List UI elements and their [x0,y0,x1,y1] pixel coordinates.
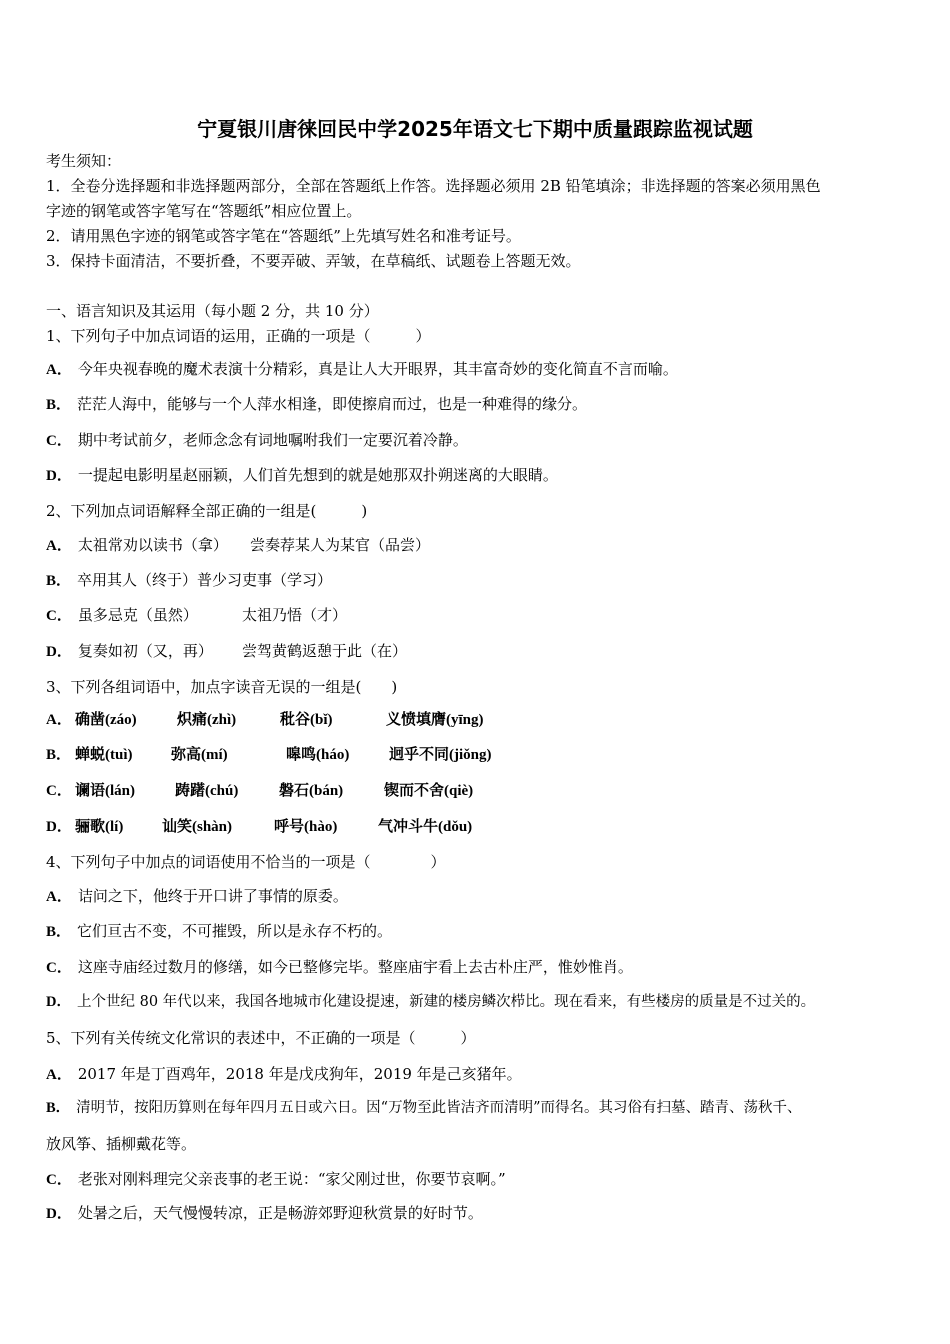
question-stem: 4、下列句子中加点的词语使用不恰当的一项是（ ） [46,853,446,871]
option-label: A． [46,362,72,378]
option-label: C． [46,1172,72,1188]
option-label: B． [46,924,72,940]
option-label: B． [46,747,72,763]
option-text: 卒用其人（终于）普少习吏事（学习） [77,571,333,589]
question-stem: 2、下列加点词语解释全部正确的一组是( ) [46,502,368,520]
option [46,710,484,730]
option-text: 确凿(záo) [75,712,137,728]
option-label: B． [46,1100,71,1116]
option-text: 气冲斗牛(dǒu) [378,819,473,835]
notice-line: 3．保持卡面清洁，不要折叠，不要弄破、弄皱，在草稿纸、试题卷上答题无效。 [46,252,581,270]
option-text: 蝉蜕(tuì) [75,747,133,763]
option-text: 一提起电影明星赵丽颖，人们首先想到的就是她那双扑朔迷离的大眼睛。 [77,466,558,484]
option-text: 骊歌(lí) [75,819,124,835]
option-label: C． [46,433,72,449]
question-stem: 1、下列句子中加点词语的运用，正确的一项是（ ） [46,327,431,345]
option [46,465,558,486]
option [46,745,492,765]
option-text: 2017 年是丁酉鸡年，2018 年是戊戌狗年，2019 年是己亥猪年。 [77,1065,522,1083]
option-text: 虽多忌克（虽然） [77,606,198,624]
option [46,535,431,556]
option-text: 嗥鸣(háo) [286,747,350,763]
option [46,394,587,415]
option-label: A． [46,538,72,554]
option-text: 弥高(mí) [171,747,228,763]
notice-heading: 考生须知： [46,152,122,170]
option-label: B． [46,573,72,589]
option-text: 秕谷(bǐ) [280,712,333,728]
question-stem: 5、下列有关传统文化常识的表述中，不正确的一项是（ ） [46,1029,476,1047]
option-text: 诘问之下，他终于开口讲了事情的原委。 [77,887,348,905]
option [46,430,468,451]
option-text: 炽痛(zhì) [177,712,237,728]
option-text: 复奏如初（又，再） [77,642,213,660]
option-text: 谰语(lán) [75,783,136,799]
option-label: D． [46,644,72,660]
option-text: 讪笑(shàn) [162,819,233,835]
option [46,992,815,1012]
question-stem: 3、下列各组词语中，加点字读音无误的一组是( ) [46,678,398,696]
option-text: 放风筝、插柳戴花等。 [46,1135,197,1153]
option-label: D． [46,468,72,484]
option-text: 上个世纪 80 年代以来，我国各地城市化建设提速，新建的楼房鳞次栉比。现在看来，有些楼房的质量是不过关的。 [76,994,816,1010]
option-label: A． [46,712,72,728]
option-label: C． [46,608,72,624]
option-text: 太祖常劝以读书（拿） [77,536,228,554]
option-label: A． [46,889,72,905]
notice-line: 1．全卷分选择题和非选择题两部分，全部在答题纸上作答。选择题必须用 2B 铅笔填涂；非选择题的答案必须用黑色 [46,177,821,195]
option-text: 它们亘古不变，不可摧毁，所以是永存不朽的。 [77,922,393,940]
option-text: 义愤填膺(yīng) [386,712,484,728]
option-text: 锲而不舍(qiè) [384,783,474,799]
option [46,570,332,591]
option [46,605,348,626]
option [46,641,408,662]
option [46,1098,802,1118]
option-text: 这座寺庙经过数月的修缮，如今已整修完毕。整座庙宇看上去古朴庄严，惟妙惟肖。 [77,958,633,976]
option-text: 清明节，按阳历算则在每年四月五日或六日。因“万物至此皆洁齐而清明”而得名。其习俗有扫墓、踏青、荡秋千、 [76,1100,802,1116]
option-label: D． [46,819,72,835]
page-title: 宁夏银川唐徕回民中学2025年语文七下期中质量跟踪监视试题 [197,117,753,141]
option-text: 太祖乃悟（才） [242,606,348,624]
option [46,886,348,907]
option-text: 今年央视春晚的魔术表演十分精彩，真是让人大开眼界，其丰富奇妙的变化简直不言而喻。 [77,360,678,378]
option [46,1169,506,1190]
option [46,817,473,837]
option [46,1064,522,1085]
notice-line: 2．请用黑色字迹的钢笔或答字笔在“答题纸”上先填写姓名和准考证号。 [46,227,521,245]
option-text: 尝奏荐某人为某官（品尝） [250,536,431,554]
option [46,1203,483,1224]
option [46,957,633,978]
option-text: 处暑之后，天气慢慢转凉，正是畅游郊野迎秋赏景的好时节。 [77,1204,483,1222]
option-text: 踌躇(chú) [175,783,239,799]
section-heading: 一、语言知识及其运用（每小题 2 分，共 10 分） [46,302,379,320]
option-label: C． [46,960,72,976]
option-text: 期中考试前夕，老师念念有词地嘱咐我们一定要沉着冷静。 [77,431,468,449]
option-label: D． [46,994,71,1010]
option-text: 尝驾黄鹤返憩于此（在） [242,642,408,660]
option-text: 老张对刚料理完父亲丧事的老王说：“家父刚过世，你要节哀啊。” [77,1170,506,1188]
option-text: 茫茫人海中，能够与一个人萍水相逢，即使擦肩而过，也是一种难得的缘分。 [77,395,588,413]
option-text: 磐石(bán) [279,783,344,799]
option [46,359,678,380]
option-label: D． [46,1206,72,1222]
option-label: A． [46,1067,72,1083]
option-label: C． [46,783,72,799]
notice-line: 字迹的钢笔或答字笔写在“答题纸”相应位置上。 [46,202,362,220]
option-continuation [46,1134,196,1154]
option [46,921,392,942]
option-text: 迥乎不同(jiǒng) [389,747,492,763]
option-text: 呼号(hào) [274,819,338,835]
option [46,781,474,801]
option-label: B． [46,397,72,413]
